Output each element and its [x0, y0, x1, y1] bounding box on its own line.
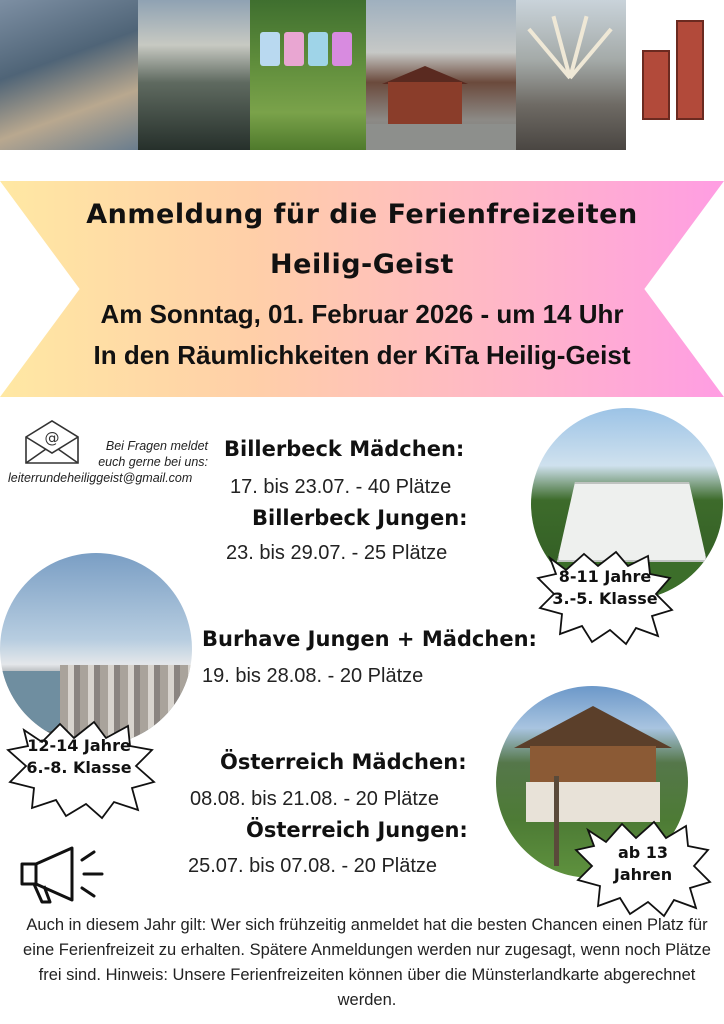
- banner-title-parish: Heilig-Geist: [270, 249, 454, 280]
- contact-line-2: euch gerne bei uns:: [98, 455, 208, 469]
- trip-title-austria-girls: Österreich Mädchen:: [220, 750, 467, 774]
- email-envelope-icon: [24, 419, 80, 465]
- trip-details-billerbeck-girls: 17. bis 23.07. - 40 Plätze: [230, 476, 452, 498]
- trip-title-billerbeck-girls: Billerbeck Mädchen:: [224, 437, 465, 461]
- age-badge-1-grade: 3.-5. Klasse: [552, 589, 658, 608]
- banner-title: Anmeldung für die Ferienfreizeiten: [86, 199, 638, 230]
- trip-details-austria-boys: 25.07. bis 07.08. - 20 Plätze: [188, 855, 438, 877]
- contact-note: [84, 438, 208, 470]
- age-badge-3-grade: Jahren: [613, 865, 673, 884]
- trip-title-burhave: Burhave Jungen + Mädchen:: [202, 627, 537, 651]
- svg-text:@: @: [44, 429, 60, 447]
- group-dance-photo: [366, 0, 516, 150]
- megaphone-icon: [16, 842, 110, 906]
- tie-dye-shirts-photo: [250, 0, 366, 150]
- age-badge-3: [588, 842, 698, 886]
- trip-title-austria-boys: Österreich Jungen:: [246, 818, 468, 842]
- contact-email[interactable]: leiterrundeheiliggeist@gmail.com: [8, 471, 193, 485]
- age-badge-1-age: 8-11 Jahre: [558, 567, 652, 586]
- age-badge-2: [14, 735, 144, 779]
- registration-note: Auch in diesem Jahr gilt: Wer sich frühzeitig anmeldet hat die besten Chancen einen Platz für eine Ferienfreizeit zu erhalten. Spätere Anmeldungen werden nur zugesagt, wenn noch Plätze frei sind. Hinweis: Unsere Ferienfreizeiten können über die Münsterlandkarte abgerechnet werden.: [23, 916, 711, 1009]
- trip-details-burhave: 19. bis 28.08. - 20 Plätze: [202, 665, 424, 687]
- banner-date: Am Sonntag, 01. Februar 2026 - um 14 Uhr: [100, 299, 624, 329]
- church-drawing-photo: [626, 0, 724, 150]
- age-badge-2-age: 12-14 Jahre: [27, 736, 131, 755]
- age-badge-3-age: ab 13: [617, 843, 669, 862]
- harbor-city-photo: [0, 553, 192, 745]
- trip-title-billerbeck-boys: Billerbeck Jungen:: [252, 506, 468, 530]
- banner-location: In den Räumlichkeiten der KiTa Heilig-Geist: [93, 340, 631, 370]
- crafting-photo: [0, 0, 138, 150]
- contact-line-1: Bei Fragen meldet: [105, 439, 208, 453]
- photo-strip: [0, 0, 724, 150]
- trip-details-austria-girls: 08.08. bis 21.08. - 20 Plätze: [190, 788, 440, 810]
- campfire-sticks-photo: [516, 0, 626, 150]
- group-selfie-photo: [138, 0, 250, 150]
- trip-details-billerbeck-boys: 23. bis 29.07. - 25 Plätze: [226, 542, 448, 564]
- age-badge-2-grade: 6.-8. Klasse: [26, 758, 132, 777]
- age-badge-1: [546, 566, 664, 610]
